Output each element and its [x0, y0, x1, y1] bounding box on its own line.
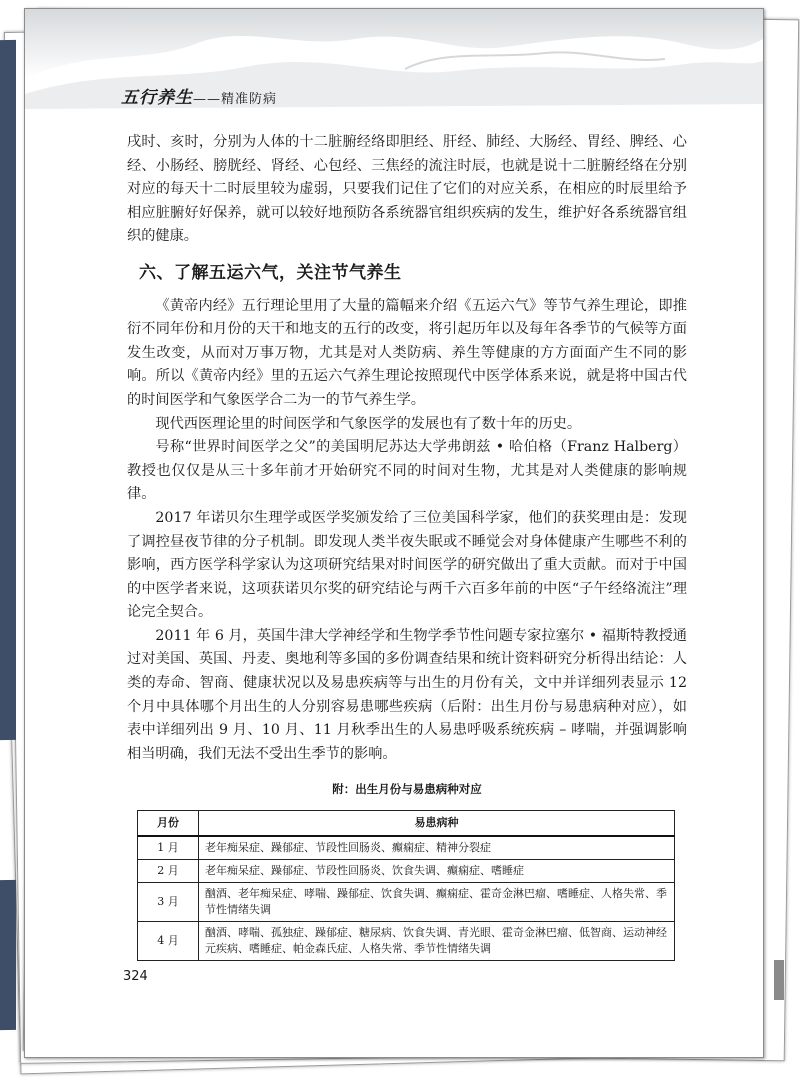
- body-text: [127, 131, 687, 961]
- month-cell: 3 月: [138, 883, 199, 922]
- paragraph: 《黄帝内经》五行理论里用了大量的篇幅来介绍《五运六气》等节气养生理论，即推衍不同年份和月份的天干和地支的五行的改变，将引起历年以及每年各季节的气候等方面发生改变，从而对万事万物，尤其是对人类防病、养生等健康的方方面面产生不同的影响。所以《黄帝内经》里的五运六气养生理论按照现代中医学体系来说，就是将中国古代的时间医学和气象医学合二为一的节气养生学。: [127, 297, 687, 408]
- paragraph: 号称“世界时间医学之父”的美国明尼苏达大学弗朗兹 • 哈伯格（Franz Halberg）教授也仅仅是从三十多年前才开始研究不同的时间对生物，尤其是对人类健康的影响规律。: [127, 439, 687, 503]
- running-header: [121, 83, 277, 108]
- table-row: [138, 860, 675, 883]
- book-title: 五行养生: [121, 88, 193, 108]
- disease-cell: 老年痴呆症、躁郁症、节段性回肠炎、饮食失调、癫痫症、嗜睡症: [199, 860, 675, 883]
- month-cell: 4 月: [138, 922, 199, 961]
- birth-month-disease-table: [137, 810, 675, 961]
- header-dash: ——: [193, 92, 221, 107]
- table-header-row: [138, 811, 675, 837]
- table-row: [138, 883, 675, 922]
- paragraph: 2017 年诺贝尔生理学或医学奖颁发给了三位美国科学家，他们的获奖理由是：发现了调控昼夜节律的分子机制。即发现人类半夜失眠或不睡觉会对身体健康产生哪些不利的影响，西方医学科学家认为这项研究结果对时间医学的研究做出了重大贡献。而对于中国的中医学者来说，这项获诺贝尔奖的研究结论与两千六百多年前的中医“子午经络流注”理论完全契合。: [127, 509, 687, 621]
- book-edge-strip: [0, 40, 16, 740]
- paragraph: 现代西医理论里的时间医学和气象医学的发展也有了数十年的历史。: [155, 415, 582, 432]
- book-edge-strip: [0, 880, 16, 1030]
- disease-cell: 酗酒、老年痴呆症、哮喘、躁郁症、饮食失调、癫痫症、霍奇金淋巴瘤、嗜睡症、人格失常、季节性情绪失调: [199, 883, 675, 922]
- page-tab: [774, 960, 784, 1000]
- column-header-disease: 易患病种: [199, 811, 675, 837]
- column-header-month: 月份: [138, 811, 199, 837]
- section-heading: 六、了解五运六气，关注节气养生: [139, 262, 402, 283]
- table-row: [138, 922, 675, 961]
- page-number: 324: [123, 969, 148, 984]
- disease-cell: 酗酒、哮喘、孤独症、躁郁症、糖尿病、饮食失调、青光眼、霍奇金淋巴瘤、低智商、运动神经元疾病、嗜睡症、帕金森氏症、人格失常、季节性情绪失调: [199, 922, 675, 961]
- chapter-subtitle: 精准防病: [221, 92, 278, 107]
- book-page: [24, 8, 764, 1058]
- month-cell: 1 月: [138, 836, 199, 860]
- paragraph: 2011 年 6 月，英国牛津大学神经学和生物学季节性问题专家拉塞尔 • 福斯特教授通过对美国、英国、丹麦、奥地利等多国的多份调查结果和统计资料研究分析得出结论：人类的寿命、智商、健康状况以及易患疾病等与出生的月份有关，文中并详细列表显示 12 个月中具体哪个月出生的人分别容易患哪些疾病（后附：出生月份与易患病种对应），如表中详细列出 9 月、10 月、11 月秋季出生的人易患呼吸系统疾病 – 哮喘，并强调影响相当明确，我们无法不受出生季节的影响。: [127, 627, 687, 762]
- table-row: [138, 836, 675, 860]
- disease-cell: 老年痴呆症、躁郁症、节段性回肠炎、癫痫症、精神分裂症: [199, 836, 675, 860]
- table-caption: 附：出生月份与易患病种对应: [332, 782, 482, 797]
- month-cell: 2 月: [138, 860, 199, 883]
- paragraph: 戌时、亥时，分别为人体的十二脏腑经络即胆经、肝经、肺经、大肠经、胃经、脾经、心经、小肠经、膀胱经、肾经、心包经、三焦经的流注时辰，也就是说十二脏腑经络在分别对应的每天十二时辰里较为虚弱，只要我们记住了它们的对应关系，在相应的时辰里给予相应脏腑好好保养，就可以较好地预防各系统器官组织疾病的发生，维护好各系统器官组织的健康。: [127, 134, 687, 245]
